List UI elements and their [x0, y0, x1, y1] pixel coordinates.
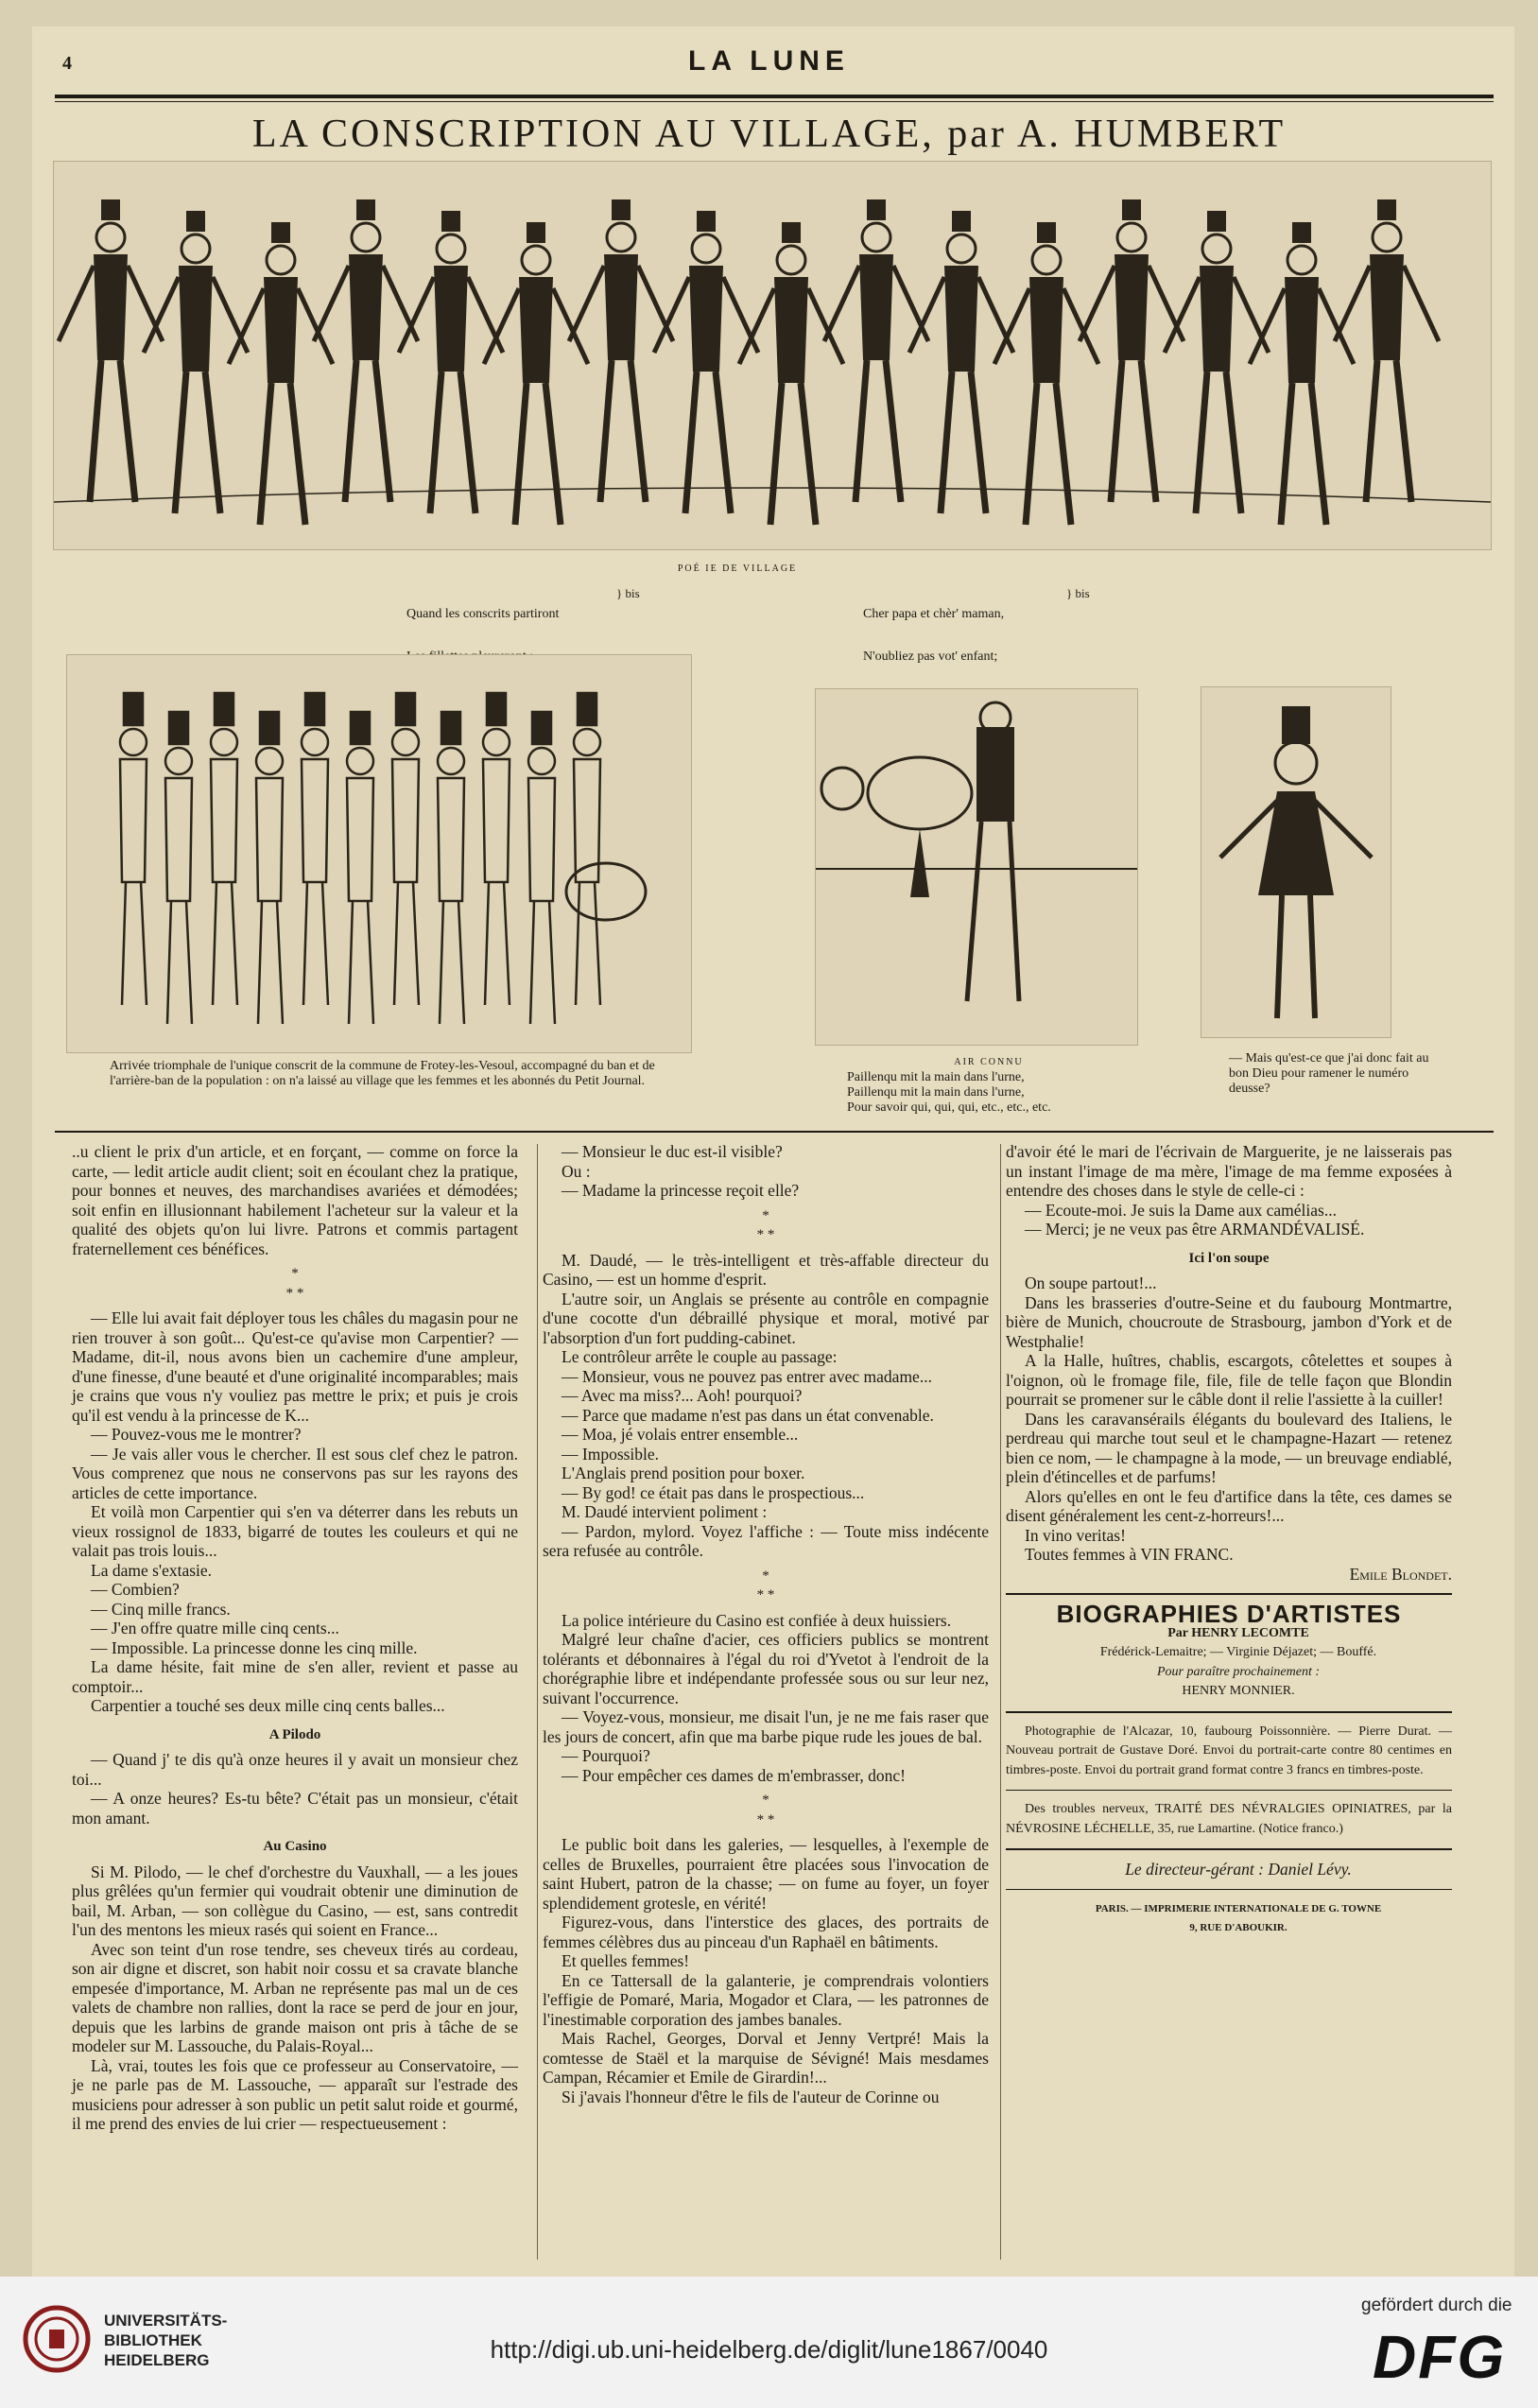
villager-figure	[347, 712, 373, 1024]
divider	[1006, 1848, 1452, 1850]
university-line: HEIDELBERG	[104, 2351, 210, 2369]
paragraph: Carpentier a touché ses deux mille cinq cents balles...	[91, 1696, 445, 1715]
asterism: * * *	[756, 1207, 775, 1242]
section-rule	[55, 1131, 1494, 1133]
asterism: * * *	[285, 1266, 304, 1301]
advert-photographie: Photographie de l'Alcazar, 10, faubourg Poissonnière. — Pierre Durat. — Nouveau portrait de Gustave Doré. Envoi du portrait-carte contre 80 centimes en timbres-poste. Envoi du portrait grand format contre 3 francs en timbres-poste.	[1006, 1724, 1452, 1777]
gerant: Le directeur-gérant : Daniel Lévy.	[1125, 1860, 1352, 1879]
bis-text: bis	[625, 586, 640, 600]
paragraph: — Cinq mille francs.	[91, 1599, 231, 1619]
urn-drawing	[816, 689, 1137, 1045]
asterism: * * *	[756, 1568, 775, 1602]
divider	[1006, 1593, 1452, 1595]
page-number: 4	[62, 53, 72, 74]
paragraph: Dans les brasseries d'outre-Seine et du faubourg Montmartre, bière de Munich, choucroute de Strasbourg, jambon d'York et de Westphalie!	[1006, 1292, 1452, 1351]
headline: LA CONSCRIPTION AU VILLAGE, par A. HUMBERT	[251, 113, 1287, 156]
paragraph: — Pour empêcher ces dames de m'embrasser, donc!	[562, 1765, 906, 1785]
section-heading: Ici l'on soupe	[1188, 1250, 1270, 1266]
column-1	[72, 1142, 518, 2134]
paragraph: Alors qu'elles en ont le feu d'artifice dans la tête, ces dames se disent généralement les cent-z-horreurs!...	[1006, 1486, 1452, 1525]
arrival-drawing	[67, 655, 691, 1052]
paragraph: — Je vais aller vous le chercher. Il est sous clef chez le patron. Vous comprenez que nous ne conservons pas sur les rayons des articles de cette importance.	[72, 1444, 518, 1502]
villager-figure	[165, 712, 192, 1024]
paragraph: Figurez-vous, dans l'interstice des glaces, des portraits de femmes célèbres dus au pinceau d'un Raphaël en bâtiments.	[543, 1913, 989, 1951]
villager-figure	[211, 693, 237, 1005]
villager-figure	[438, 712, 464, 1024]
paragraph: — Pardon, mylord. Voyez l'affiche : — Toute miss indécente sera refusée au contrôle.	[543, 1521, 989, 1560]
paragraph: — Voyez-vous, monsieur, me disait l'un, je ne me fais raser que les jours de concert, afin que ma barbe pique rude les joues de bal.	[543, 1707, 989, 1746]
paragraph: — J'en offre quatre mille cinq cents...	[91, 1619, 339, 1637]
paragraph: La dame hésite, fait mine de s'en aller, revient et passe au comptoir...	[72, 1657, 518, 1696]
paragraph: Ou :	[562, 1161, 591, 1181]
paragraph: Si M. Pilodo, — le chef d'orchestre du Vauxhall, — a les joues plus grêlées qu'un fermier qui voudrait obtenir une diminution de bail, M. Arban, — son collègue du Casino, — est, sans contredit l'un des mentons les mieux rasés qui soient en France...	[72, 1862, 518, 1939]
viewer-footer	[0, 2277, 1538, 2408]
paragraph: Le contrôleur arrête le couple au passage:	[562, 1347, 838, 1366]
paragraph: ..u client le prix d'un article, et en forçant, — comme on force la carte, — ledit article audit client; soit en écoulant chez la pratique, pour bonnes et neuves, des marchandises avariées et démodées; soit enfin en illusionnant habilement l'acheteur sur la valeur et la qualité des objets qu'on lui livre. Patrons et commis partagent fraternellement ces bénéfices.	[72, 1142, 518, 1258]
bis-text: bis	[1075, 586, 1090, 600]
villager-figure	[256, 712, 283, 1024]
song-title: POÉ IE DE VILLAGE	[677, 563, 798, 574]
section-heading: Au Casino	[263, 1839, 327, 1854]
paragraph: Là, vrai, toutes les fois que ce professeur au Conservatoire, — je ne parle pas de M. Lassouche, — apparaît sur l'estrade des musiciens pour adresser à son public un petit salut roide et gourmé, il me prend des envies de lui crier — respectueusement :	[72, 2055, 518, 2133]
arrival-illustration	[66, 654, 692, 1053]
paragraph: — Elle lui avait fait déployer tous les châles du magasin pour ne rien trouver à son goût... Qu'est-ce qu'avise mon Carpentier? — Madame, dit-il, nous avons bien un cachemire d'une ampleur, d'une finesse, d'une beauté et d'une originalité incomparables; mais je crains que vous n'y vouliez pas mettre le prix; et puis je crois qu'il est vendu à la princesse de K...	[72, 1308, 518, 1425]
divider	[1006, 1889, 1452, 1890]
bis-left: } bis	[616, 586, 640, 600]
paragraph: — By god! ce était pas dans le prospectious...	[562, 1482, 865, 1502]
paragraph: Toutes femmes à VIN FRANC.	[1025, 1545, 1234, 1564]
paragraph: — Avec ma miss?... Aoh! pourquoi?	[562, 1386, 803, 1405]
paragraph: — Parce que madame n'est pas dans un état convenable.	[562, 1405, 934, 1425]
paragraph: — A onze heures? Es-tu bête? C'était pas un monsieur, c'était mon amant.	[72, 1789, 518, 1828]
air-label: AIR CONNU	[954, 1057, 1024, 1067]
bio-next: Pour paraître prochainement :	[1157, 1664, 1320, 1679]
bio-list: Frédérick-Lemaitre; — Virginie Déjazet; — Bouffé.	[1099, 1645, 1377, 1659]
university-line: UNIVERSITÄTS-	[104, 2312, 228, 2330]
conscript-figure	[484, 222, 588, 525]
paragraph: L'autre soir, un Anglais se présente au contrôle en compagnie d'une cocotte d'un débraillé physique et moral, motivé par l'absorption d'un fort pudding-cabinet.	[543, 1289, 989, 1347]
paragraph: Mais Rachel, Georges, Dorval et Jenny Vertpré! Mais la comtesse de Staël et la marquise de Sévigné! Mais mesdames Campan, Récamier et Emile de Girardin!...	[543, 2029, 989, 2087]
paragraph: — Moa, jé volais entrer ensemble...	[562, 1425, 799, 1444]
paragraph: La police intérieure du Casino est confiée à deux huissiers.	[562, 1610, 952, 1630]
paragraph: Dans les caravansérails élégants du boulevard des Italiens, le perdreau qui marche tout seul et le champagne-Hazart — retenez bien ce nom, — le champagne à la mode, — un breuvage endiablé, plein d'étincelles et de parfums!	[1006, 1409, 1452, 1486]
conscript-figure	[1250, 222, 1354, 525]
procession-drawing	[54, 162, 1491, 549]
paragraph: In vino veritas!	[1025, 1525, 1126, 1545]
paragraph: — Madame la princesse reçoit elle?	[562, 1181, 800, 1200]
paragraph: Et quelles femmes!	[562, 1951, 690, 1970]
villager-figure	[483, 693, 510, 1005]
caption-line: Paillenqu mit la main dans l'urne,	[847, 1085, 1025, 1100]
imprimerie: PARIS. — IMPRIMERIE INTERNATIONALE DE G. TOWNE	[1095, 1902, 1382, 1914]
paragraph: La dame s'extasie.	[91, 1560, 213, 1580]
procession-illustration	[53, 161, 1492, 550]
urn-illustration	[815, 688, 1138, 1046]
source-url[interactable]: http://digi.ub.uni-heidelberg.de/diglit/lune1867/0040	[490, 2335, 1048, 2364]
masthead-rule	[55, 95, 1494, 98]
paragraph: M. Daudé intervient poliment :	[562, 1502, 768, 1521]
conscript-figure	[229, 222, 333, 525]
conscript-figure	[1335, 199, 1439, 502]
paragraph: — Monsieur le duc est-il visible?	[562, 1142, 783, 1161]
paragraph: — Monsieur, vous ne pouvez pas entrer avec madame...	[562, 1366, 932, 1386]
villager-figure	[528, 712, 555, 1024]
paragraph: Le public boit dans les galeries, — lesquelles, à l'exemple de celles de Bruxelles, pourraient être placées sous l'invocation de saint Hubert, patron de la chasse; — on fume au foyer, un foyer splendidement grotesle, en vérité!	[543, 1835, 989, 1913]
paragraph: — Impossible. La princesse donne les cinq mille.	[91, 1637, 418, 1657]
bis-right: } bis	[1066, 586, 1090, 600]
paragraph: — Quand j' te dis qu'à onze heures il y avait un monsieur chez toi...	[72, 1750, 518, 1789]
masthead-rule-thin	[55, 101, 1494, 102]
paragraph: Avec son teint d'un rose tendre, ses cheveux tirés au cordeau, son air digne et discret, son habit noir cossu et sa cravate blanche empesée d'importance, M. Arban ne représente pas mal un de ces valets de chambre non rallies, dont la race se perd de jour en jour, depuis que les larbins de grande maison ont pris à tâche de se modeler sur M. Lassouche, du Palais-Royal...	[72, 1939, 518, 2055]
caption-line: Paillenqu mit la main dans l'urne,	[847, 1070, 1025, 1084]
paragraph: M. Daudé, — le très-intelligent et très-affable directeur du Casino, — est un homme d'esprit.	[543, 1250, 989, 1289]
bio-author: Par HENRY LECOMTE	[1167, 1625, 1309, 1640]
caption-line: Pour savoir qui, qui, qui, etc., etc., etc.	[847, 1100, 1051, 1115]
paragraph: — Merci; je ne veux pas être ARMANDÉVALISÉ.	[1025, 1220, 1365, 1239]
section-heading: A Pilodo	[268, 1726, 321, 1742]
paragraph: Et voilà mon Carpentier qui s'en va déterrer dans les rebuts un vieux rossignol de 1833, bigarré de toutes les couleurs et qui ne valait pas trois louis...	[72, 1502, 518, 1560]
paragraph: En ce Tattersall de la galanterie, je comprendrais volontiers l'effigie de Pomaré, Maria, Mogador et Clara, — les patronnes de l'inestimable corporation des jambes banales.	[543, 1970, 989, 2029]
column-3	[1006, 1142, 1452, 1938]
villager-figure	[302, 693, 328, 1005]
university-line: BIBLIOTHEK	[104, 2331, 202, 2349]
villager-figure	[392, 693, 419, 1005]
conscript-drawing	[1201, 687, 1391, 1037]
paragraph: — Pourquoi?	[562, 1746, 650, 1765]
funded-by-text: gefördert durch die	[1361, 2295, 1512, 2315]
verse-line: N'oubliez pas vot' enfant;	[863, 650, 998, 664]
paragraph: Malgré leur chaîne d'acier, ces officiers publics se montrent tolérants et débonnaires à l'égal du roi d'Yvetot à l'endroit de la chorégraphie libre et indépendante professée sous ou sur leur nez, suivant l'occurrence.	[543, 1630, 989, 1707]
imprimerie-address: 9, RUE D'ABOUKIR.	[1189, 1922, 1287, 1933]
caption-arrival: Arrivée triomphale de l'unique conscrit de la commune de Frotey-les-Vesoul, accompagné du ban et de l'arrière-ban de la population : on n'a laissé au village que les femmes et les abonnés du Petit Journal.	[110, 1059, 655, 1088]
bio-title: BIOGRAPHIES D'ARTISTES	[1056, 1600, 1402, 1628]
verse-line: Quand les conscrits partiront	[406, 607, 560, 621]
conscript-illustration	[1201, 686, 1391, 1038]
conscript-figure	[739, 222, 843, 525]
caption-conscript: — Mais qu'est-ce que j'ai donc fait au bon Dieu pour ramener le numéro deusse?	[1229, 1051, 1429, 1096]
paragraph: L'Anglais prend position pour boxer.	[562, 1464, 805, 1482]
signature: Emile Blondet.	[1349, 1564, 1452, 1584]
advert-nevrosine: Des troubles nerveux, TRAITÉ DES NÉVRALGIES OPINIATRES, par la NÉVROSINE LÉCHELLE, 35, rue Lamartine. (Notice franco.)	[1006, 1802, 1452, 1836]
masthead: LA LUNE	[688, 45, 850, 77]
column-rule	[537, 1144, 538, 2260]
paragraph: — Combien?	[91, 1580, 180, 1599]
caption-urn	[847, 1055, 1131, 1116]
paragraph: — Pouvez-vous me le montrer?	[91, 1425, 302, 1444]
villager-figure	[574, 693, 600, 1005]
paragraph: — Impossible.	[562, 1444, 660, 1464]
dfg-logo: DFG	[1373, 2323, 1507, 2391]
paragraph: — Ecoute-moi. Je suis la Dame aux camélias...	[1025, 1200, 1337, 1220]
verse-line: Cher papa et chèr' maman,	[863, 607, 1005, 621]
divider	[1006, 1711, 1452, 1713]
paragraph: d'avoir été le mari de l'écrivain de Marguerite, je ne laisserais pas un instant l'image de ma mère, l'image de ma femme exposées à entendre des choses dans le style de celle-ci :	[1006, 1142, 1452, 1200]
paragraph: On soupe partout!...	[1025, 1273, 1157, 1292]
bio-next-name: HENRY MONNIER.	[1182, 1684, 1295, 1698]
column-2	[543, 1142, 989, 2106]
divider	[1006, 1790, 1452, 1791]
conscript-figure	[994, 222, 1098, 525]
paragraph: Si j'avais l'honneur d'être le fils de l'auteur de Corinne ou	[562, 2087, 940, 2106]
paragraph: A la Halle, huîtres, chablis, escargots, côtelettes et soupes à l'oignon, où le fromage file, file, file de telle façon que Blondin pourrait se promener sur le câble dont il relie l'assiette à la cuiller!	[1006, 1351, 1452, 1409]
asterism: * * *	[756, 1793, 775, 1828]
villager-figure	[120, 693, 147, 1005]
column-rule	[1000, 1144, 1001, 2260]
